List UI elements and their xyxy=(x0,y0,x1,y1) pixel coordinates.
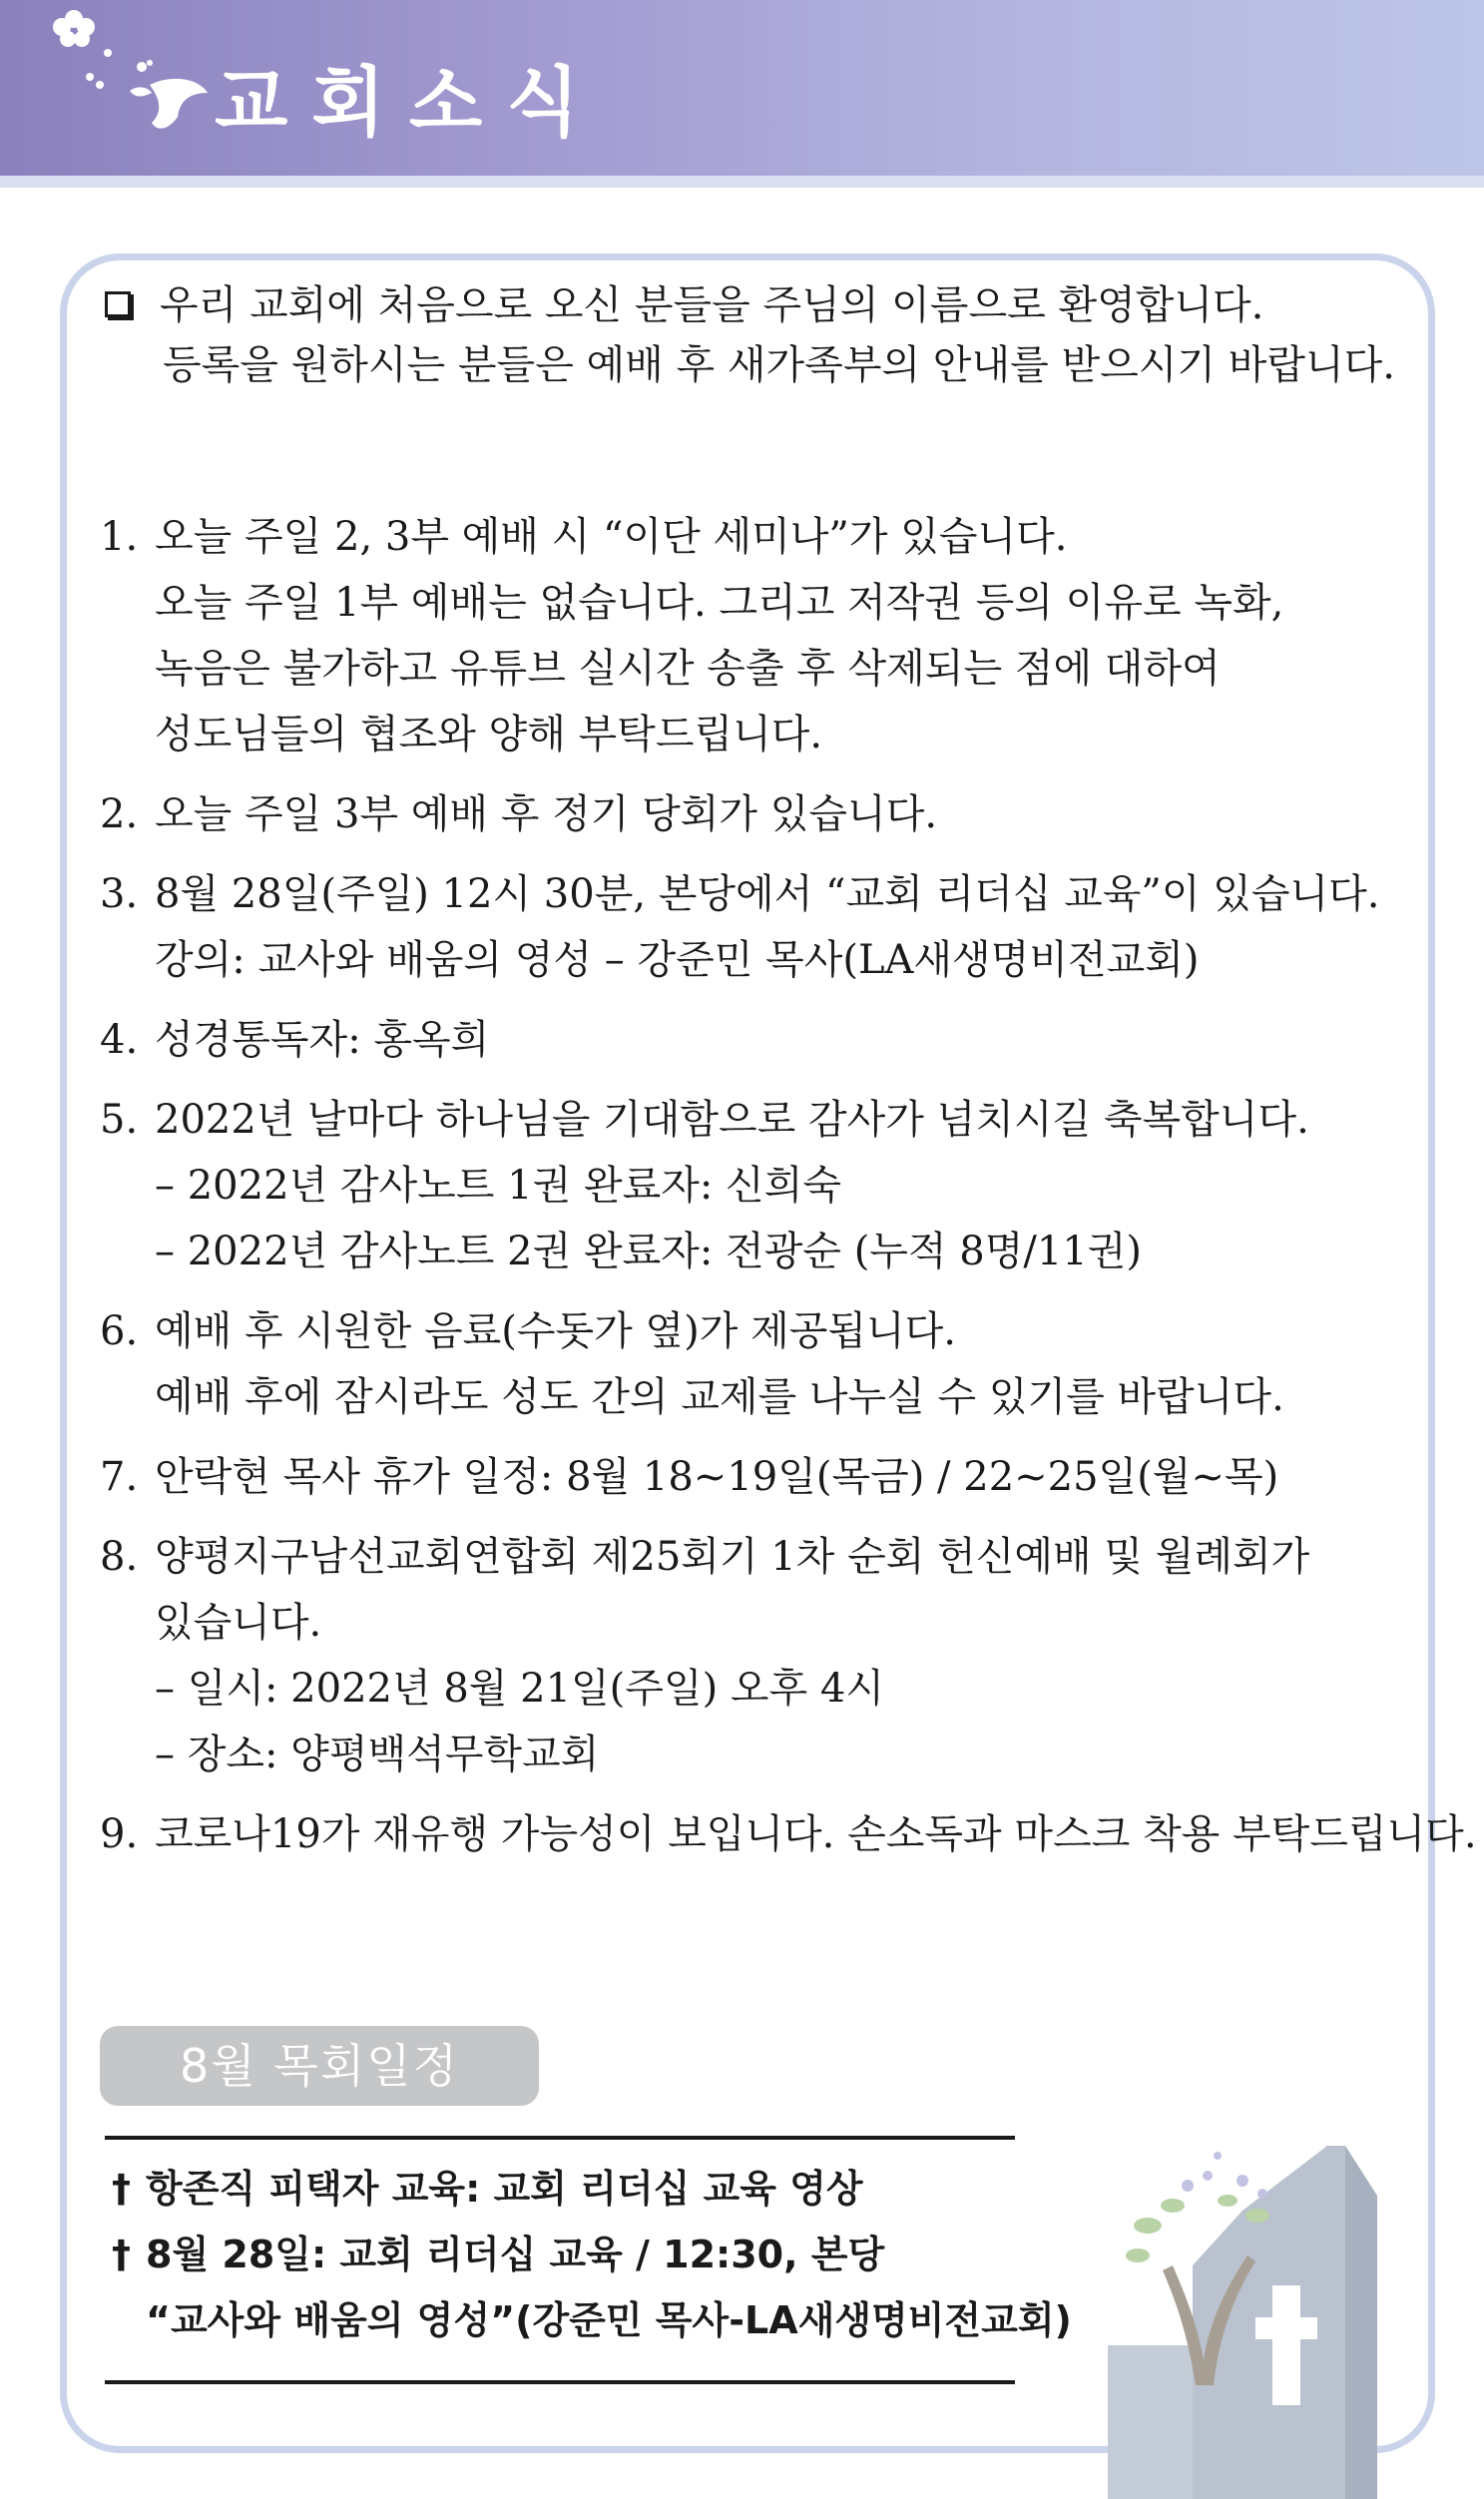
schedule-row xyxy=(112,2156,1010,2222)
schedule-title-badge: 8월 목회일정 xyxy=(100,2026,539,2106)
item-line: 강의: 교사와 배움의 영성 – 강준민 목사(LA새생명비전교회) xyxy=(155,937,1200,983)
item-line: 양평지구남선교회연합회 제25회기 1차 순회 헌신예배 및 월례회가 xyxy=(155,1534,1310,1580)
welcome-line-1: 우리 교회에 처음으로 오신 분들을 주님의 이름으로 환영합니다. xyxy=(160,282,1264,328)
item-line: 8월 28일(주일) 12시 30분, 본당에서 “교회 리더십 교육”이 있습니다. xyxy=(155,871,1380,917)
item-line: 코로나19가 재유행 가능성이 보입니다. 손소독과 마스크 착용 부탁드립니다. xyxy=(155,1811,1477,1857)
schedule-row xyxy=(112,2222,1010,2287)
church-illustration-icon xyxy=(1078,2106,1397,2499)
item-line: 예배 후 시원한 음료(수돗가 옆)가 제공됩니다. xyxy=(155,1308,957,1354)
item-number: 6. xyxy=(100,1308,139,1354)
schedule-top-rule xyxy=(105,2136,1015,2140)
welcome-line-2: 등록을 원하시는 분들은 예배 후 새가족부의 안내를 받으시기 바랍니다. xyxy=(163,342,1395,388)
item-line: 오늘 주일 3부 예배 후 정기 당회가 있습니다. xyxy=(155,791,938,837)
item-number: 2. xyxy=(100,791,139,837)
header-divider xyxy=(0,176,1484,188)
header-banner xyxy=(0,0,1484,176)
schedule-row-text: 항존직 피택자 교육: 교회 리더십 교육 영상 xyxy=(146,2167,863,2211)
announcement-item xyxy=(100,504,1397,767)
checkbox-bullet-icon xyxy=(105,291,131,317)
schedule-row-text: “교사와 배움의 영성”(강준민 목사-LA새생명비전교회) xyxy=(146,2298,1072,2342)
cross-icon: † xyxy=(112,2167,131,2211)
item-line: 2022년 날마다 하나님을 기대함으로 감사가 넘치시길 축복합니다. xyxy=(155,1097,1309,1143)
announcement-item xyxy=(100,1298,1397,1430)
item-number: 8. xyxy=(100,1534,139,1580)
item-line: – 장소: 양평백석무학교회 xyxy=(155,1732,600,1777)
item-number: 4. xyxy=(100,1017,139,1063)
announcement-item xyxy=(100,1524,1397,1787)
announcement-list xyxy=(100,504,1477,1881)
announcement-item xyxy=(100,1007,1397,1073)
announcement-item xyxy=(100,1087,1397,1284)
announcement-item xyxy=(100,781,1397,847)
schedule-list xyxy=(112,2156,1072,2353)
dove-flower-icon xyxy=(30,5,210,135)
item-line: 성도님들의 협조와 양해 부탁드립니다. xyxy=(155,712,823,757)
schedule-bottom-rule xyxy=(105,2380,1015,2384)
item-line: – 일시: 2022년 8월 21일(주일) 오후 4시 xyxy=(155,1666,884,1712)
item-number: 7. xyxy=(100,1454,139,1500)
cross-icon: † xyxy=(112,2233,131,2276)
item-line: 예배 후에 잠시라도 성도 간의 교제를 나누실 수 있기를 바랍니다. xyxy=(155,1374,1284,1420)
item-line: 오늘 주일 2, 3부 예배 시 “이단 세미나”가 있습니다. xyxy=(155,514,1068,560)
item-line: – 2022년 감사노트 1권 완료자: 신희숙 xyxy=(155,1163,841,1209)
item-line: – 2022년 감사노트 2권 완료자: 전광순 (누적 8명/11권) xyxy=(155,1229,1143,1274)
item-number: 3. xyxy=(100,871,139,917)
announcement-item xyxy=(100,1801,1477,1867)
item-line: 오늘 주일 1부 예배는 없습니다. 그리고 저작권 등의 이유로 녹화, xyxy=(155,580,1284,626)
item-line: 안락현 목사 휴가 일정: 8월 18~19일(목금) / 22~25일(월~목) xyxy=(155,1454,1279,1500)
item-number: 9. xyxy=(100,1811,139,1857)
page-title: 교회소식 xyxy=(215,58,604,147)
schedule-row-text: 8월 28일: 교회 리더십 교육 / 12:30, 본당 xyxy=(146,2233,885,2276)
item-number: 1. xyxy=(100,514,139,560)
announcement-item xyxy=(100,1444,1397,1510)
schedule-row xyxy=(112,2287,1072,2353)
item-line: 있습니다. xyxy=(155,1600,322,1646)
welcome-notice xyxy=(105,275,1402,395)
item-number: 5. xyxy=(100,1097,139,1143)
item-line: 녹음은 불가하고 유튜브 실시간 송출 후 삭제되는 점에 대하여 xyxy=(155,646,1221,692)
announcement-item xyxy=(100,861,1397,993)
item-line: 성경통독자: 홍옥희 xyxy=(155,1017,490,1063)
